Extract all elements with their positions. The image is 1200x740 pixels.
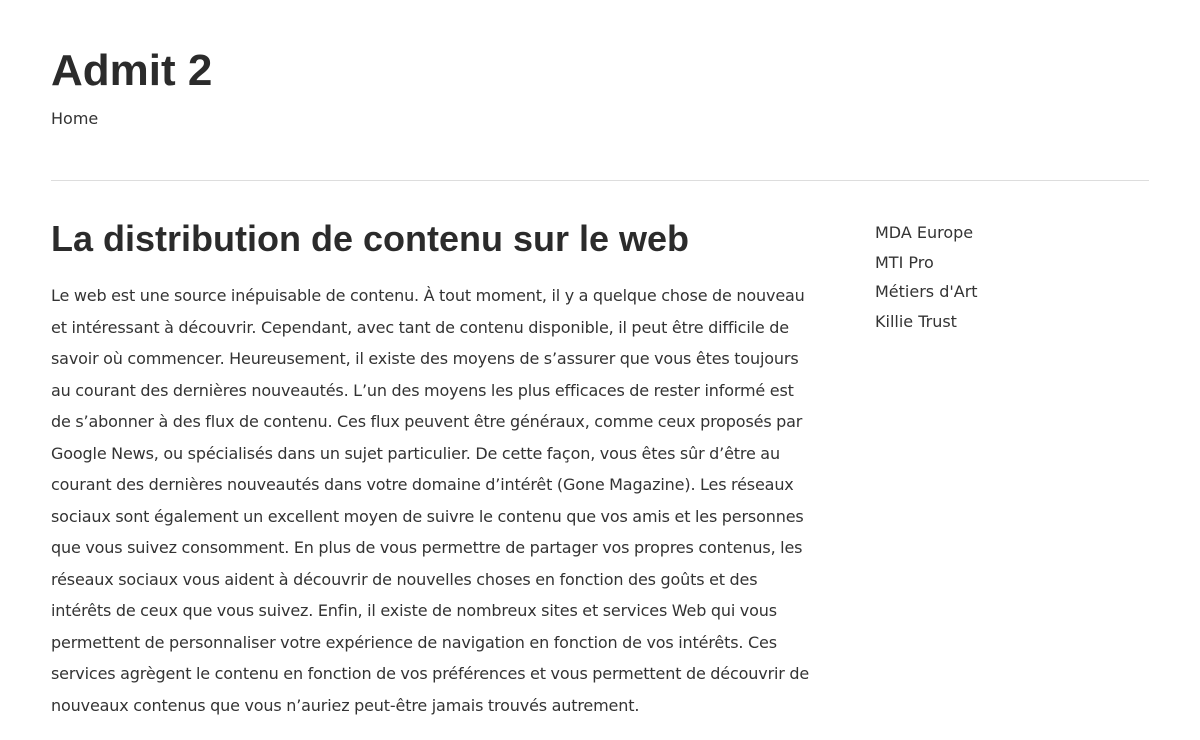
post-title: La distribution de contenu sur le web (51, 218, 690, 259)
sidebar-link-killie-trust[interactable]: Killie Trust (875, 312, 957, 332)
post-article (51, 216, 811, 721)
sidebar-link-mda-europe[interactable]: MDA Europe (875, 223, 974, 242)
main-content (51, 216, 811, 721)
sidebar-item (875, 218, 978, 248)
sidebar-link-metiers-dart[interactable]: Métiers d'Art (875, 282, 978, 302)
header-divider (51, 180, 1149, 181)
sidebar-link-list (875, 218, 978, 337)
sidebar-link-mti-pro[interactable]: MTI Pro (875, 252, 934, 272)
site-title[interactable]: Admit 2 (51, 46, 213, 95)
sidebar-item (875, 248, 978, 278)
nav-link-home[interactable]: Home (51, 109, 99, 128)
post-body: Le web est une source inépuisable de contenu. À tout moment, il y a quelque chose de nouveau et intéressant à découvrir. Cependant, avec tant de contenu disponible, il peut être difficile de savoir où commencer. Heureusement, il existe des moyens de s’assurer que vous êtes toujours au courant des dernières nouveautés. L’un des moyens les plus efficaces de rester informé est de s’abonner à des flux de contenu. Ces flux peuvent être généraux, comme ceux proposés par Google News, ou spécialisés dans un sujet particulier. De cette façon, vous êtes sûr d’être au courant des dernières nouveautés dans votre domaine d’intérêt (Gone Magazine). Les réseaux sociaux sont également un excellent moyen de suivre le contenu que vos amis et les personnes que vous suivez consomment. En plus de vous permettre de partager vos propres contenus, les réseaux sociaux vous aident à découvrir de nouvelles choses en fonction des goûts et des intérêts de ceux que vous suivez. Enfin, il existe de nombreux sites et services Web qui vous permettent de personnaliser votre expérience de navigation en fonction de vos intérêts. Ces services agrègent le contenu en fonction de vos préférences et vous permettent de découvrir de nouveaux contenus que vous n’auriez peut-être jamais trouvés autrement. (51, 286, 810, 715)
sidebar-item (875, 277, 978, 307)
sidebar-item (875, 307, 978, 337)
